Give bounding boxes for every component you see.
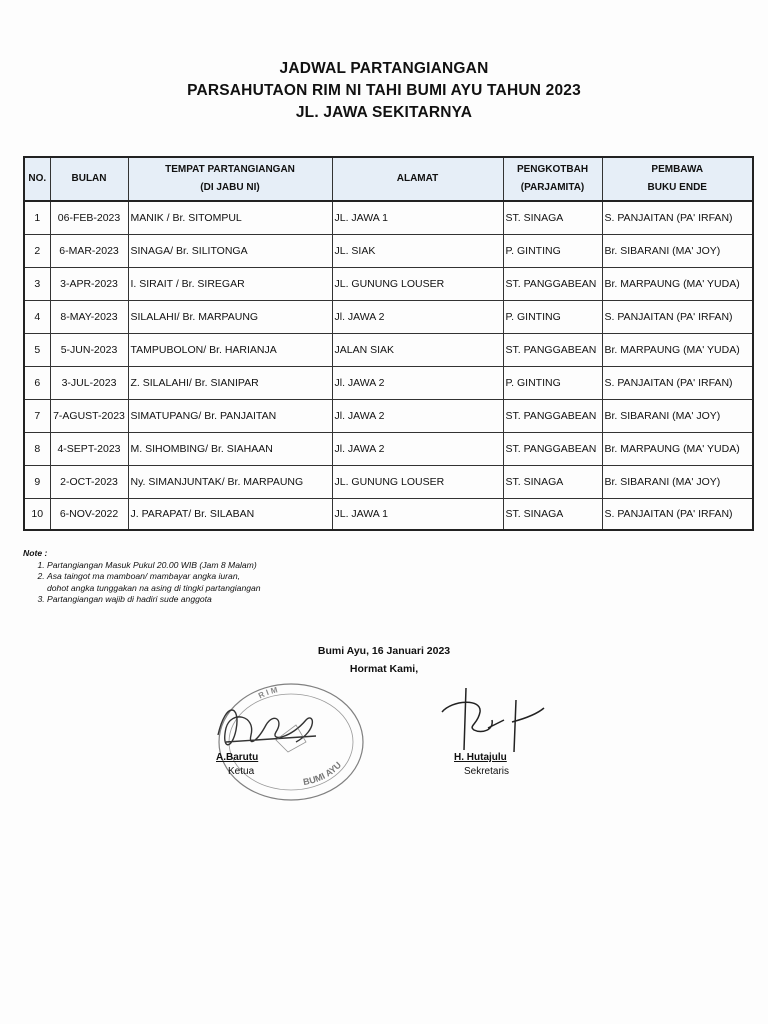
- table-row: [24, 466, 753, 499]
- notes-list: [23, 560, 261, 606]
- cell-tempat: J. PARAPAT/ Br. SILABAN: [128, 499, 332, 531]
- chair-name: A.Barutu: [216, 752, 259, 763]
- cell-pengkotbah: ST. PANGGABEAN: [503, 268, 602, 301]
- cell-tempat: I. SIRAIT / Br. SIREGAR: [128, 268, 332, 301]
- cell-tempat: SILALAHI/ Br. MARPAUNG: [128, 301, 332, 334]
- table-row: [24, 235, 753, 268]
- cell-no: 8: [24, 433, 50, 466]
- cell-pengkotbah: ST. PANGGABEAN: [503, 400, 602, 433]
- cell-pengkotbah: ST. PANGGABEAN: [503, 433, 602, 466]
- header-pengkotbah-line1: PENGKOTBAH: [516, 164, 589, 175]
- cell-tempat: Ny. SIMANJUNTAK/ Br. MARPAUNG: [128, 466, 332, 499]
- table-row: [24, 400, 753, 433]
- cell-pembawa: Br. SIBARANI (MA' JOY): [602, 235, 753, 268]
- cell-no: 2: [24, 235, 50, 268]
- note-item-2-continued: dohot angka tunggakan na asing di tingki partangiangan: [47, 582, 261, 593]
- cell-bulan: 6-MAR-2023: [50, 235, 128, 268]
- cell-bulan: 3-JUL-2023: [50, 367, 128, 400]
- secretary-name: H. Hutajulu: [454, 752, 507, 763]
- cell-no: 4: [24, 301, 50, 334]
- document-title: [0, 58, 768, 124]
- cell-pembawa: Br. MARPAUNG (MA' YUDA): [602, 433, 753, 466]
- cell-tempat: Z. SILALAHI/ Br. SIANIPAR: [128, 367, 332, 400]
- cell-alamat: JL. JAWA 1: [332, 201, 503, 235]
- table-row: [24, 301, 753, 334]
- cell-bulan: 4-SEPT-2023: [50, 433, 128, 466]
- cell-pengkotbah: ST. PANGGABEAN: [503, 334, 602, 367]
- table-row: [24, 268, 753, 301]
- header-pembawa: [602, 157, 753, 201]
- table-row: [24, 499, 753, 531]
- title-line-3: JL. JAWA SEKITARNYA: [295, 104, 473, 121]
- cell-alamat: JL. GUNUNG LOUSER: [332, 268, 503, 301]
- cell-pengkotbah: ST. SINAGA: [503, 201, 602, 235]
- cell-bulan: 06-FEB-2023: [50, 201, 128, 235]
- closing-block: [0, 642, 768, 678]
- chair-role: Ketua: [228, 766, 255, 777]
- stamp-seal-icon: [196, 680, 366, 810]
- cell-pembawa: Br. SIBARANI (MA' JOY): [602, 466, 753, 499]
- cell-alamat: JL. JAWA 1: [332, 499, 503, 531]
- note-item-2: [47, 571, 261, 594]
- table-row: [24, 334, 753, 367]
- cell-pembawa: Br. MARPAUNG (MA' YUDA): [602, 268, 753, 301]
- cell-tempat: SINAGA/ Br. SILITONGA: [128, 235, 332, 268]
- cell-alamat: JL. SIAK: [332, 235, 503, 268]
- cell-tempat: TAMPUBOLON/ Br. HARIANJA: [128, 334, 332, 367]
- table-row: [24, 201, 753, 235]
- stamp-text: BUMI AYU: [302, 759, 344, 788]
- cell-alamat: Jl. JAWA 2: [332, 433, 503, 466]
- note-item-1: 1. Partangiangan Masuk Pukul 20.00 WIB (Jam 8 Malam): [47, 560, 261, 572]
- cell-tempat: MANIK / Br. SITOMPUL: [128, 201, 332, 235]
- cell-bulan: 2-OCT-2023: [50, 466, 128, 499]
- notes: [23, 548, 261, 606]
- place-date: Bumi Ayu, 16 Januari 2023: [317, 645, 451, 657]
- cell-tempat: SIMATUPANG/ Br. PANJAITAN: [128, 400, 332, 433]
- header-pembawa-line2: BUKU ENDE: [647, 182, 707, 193]
- cell-alamat: JL. GUNUNG LOUSER: [332, 466, 503, 499]
- cell-bulan: 8-MAY-2023: [50, 301, 128, 334]
- cell-pembawa: Br. MARPAUNG (MA' YUDA): [602, 334, 753, 367]
- cell-pembawa: S. PANJAITAN (PA' IRFAN): [602, 499, 753, 531]
- note-item-3: 3. Partangiangan wajib di hadiri sude anggota: [47, 594, 261, 606]
- cell-bulan: 7-AGUST-2023: [50, 400, 128, 433]
- schedule-table: [23, 156, 754, 531]
- header-no: NO.: [24, 157, 50, 201]
- cell-pengkotbah: P. GINTING: [503, 235, 602, 268]
- cell-no: 6: [24, 367, 50, 400]
- cell-pembawa: S. PANJAITAN (PA' IRFAN): [602, 301, 753, 334]
- header-tempat: [128, 157, 332, 201]
- svg-text:R I M: R I M: [256, 685, 279, 701]
- cell-pembawa: S. PANJAITAN (PA' IRFAN): [602, 201, 753, 235]
- cell-no: 10: [24, 499, 50, 531]
- secretary-role: Sekretaris: [464, 766, 510, 777]
- cell-no: 1: [24, 201, 50, 235]
- cell-bulan: 3-APR-2023: [50, 268, 128, 301]
- cell-bulan: 5-JUN-2023: [50, 334, 128, 367]
- cell-pengkotbah: P. GINTING: [503, 301, 602, 334]
- cell-alamat: Jl. JAWA 2: [332, 400, 503, 433]
- signature-secretary: [432, 680, 592, 800]
- notes-heading: Note :: [23, 548, 48, 558]
- cell-no: 9: [24, 466, 50, 499]
- salutation: Hormat Kami,: [349, 663, 419, 675]
- table-row: [24, 433, 753, 466]
- cell-no: 5: [24, 334, 50, 367]
- header-tempat-line1: TEMPAT PARTANGIANGAN: [165, 164, 295, 175]
- cell-no: 3: [24, 268, 50, 301]
- header-pembawa-line1: PEMBAWA: [651, 164, 704, 175]
- table-body: [24, 201, 753, 530]
- cell-pembawa: S. PANJAITAN (PA' IRFAN): [602, 367, 753, 400]
- header-tempat-line2: (DI JABU NI): [200, 182, 260, 193]
- cell-pengkotbah: ST. SINAGA: [503, 499, 602, 531]
- header-pengkotbah-line2: (PARJAMITA): [520, 182, 585, 193]
- cell-pengkotbah: ST. SINAGA: [503, 466, 602, 499]
- cell-no: 7: [24, 400, 50, 433]
- cell-bulan: 6-NOV-2022: [50, 499, 128, 531]
- cell-alamat: Jl. JAWA 2: [332, 301, 503, 334]
- title-line-1: JADWAL PARTANGIANGAN: [279, 60, 489, 77]
- cell-pembawa: Br. SIBARANI (MA' JOY): [602, 400, 753, 433]
- header-bulan: BULAN: [50, 157, 128, 201]
- header-alamat: ALAMAT: [332, 157, 503, 201]
- signature-chair: [196, 680, 356, 800]
- cell-tempat: M. SIHOMBING/ Br. SIAHAAN: [128, 433, 332, 466]
- note-item-2-text: Asa taingot ma mamboan/ mambayar angka iuran,: [47, 571, 240, 581]
- cell-alamat: JALAN SIAK: [332, 334, 503, 367]
- table-header-row: [24, 157, 753, 201]
- title-line-2: PARSAHUTAON RIM NI TAHI BUMI AYU TAHUN 2023: [187, 82, 581, 99]
- cell-alamat: Jl. JAWA 2: [332, 367, 503, 400]
- header-pengkotbah: [503, 157, 602, 201]
- cell-pengkotbah: P. GINTING: [503, 367, 602, 400]
- table-row: [24, 367, 753, 400]
